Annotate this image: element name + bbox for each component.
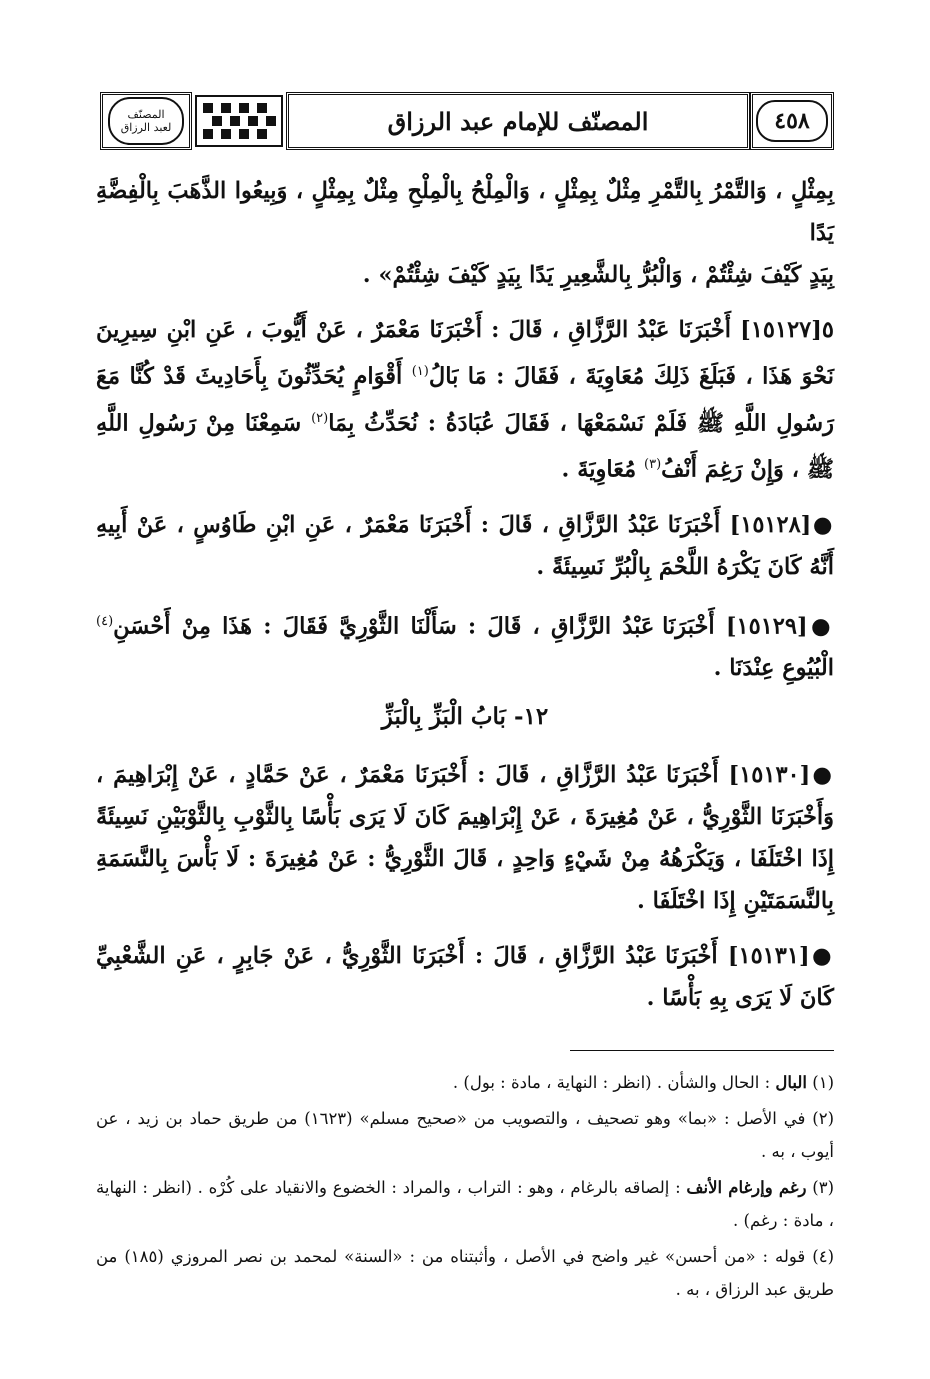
hadith-number: ٥[١٥١٢٧]: [740, 317, 835, 343]
text-line: وَإِنْ رَغِمَ أَنْفُ: [661, 456, 784, 483]
text-line: الثَّوْرِيُّ ، عَنْ مُغِيرَةَ ، عَنْ إِبْرَاهِيمَ كَانَ لَا يَرَى بَأْسًا بِالثَّوْبِ بِالثَّوْبَيْنِ نَسِيئَةً إِذَا: [96, 804, 834, 872]
footnote-text: قوله : «من أحسن» غير واضح في الأصل ، وأثبتناه من : «السنة» لمحمد بن نصر المروزي (١٨٥) من طريق عبد الرزاق ، به .: [96, 1247, 834, 1299]
hadith-number: ●[١٥١٢٨]: [729, 511, 835, 538]
seal-logo: [108, 97, 184, 145]
page-header: [100, 92, 834, 150]
text-line: الْبُيُوعِ: [782, 655, 834, 681]
text-line: بِهِ بَأْسًا .: [646, 985, 728, 1011]
footnote-term: البال: [775, 1073, 807, 1092]
hadith-number: ●[١٥١٢٩]: [725, 613, 835, 639]
text-line: أَخْبَرَنَا عَبْدُ الرَّزَّاقِ ، قَالَ : أَخْبَرَنَا الثَّوْرِيُّ ، عَنْ جَابِرٍ ، عَنِ الشَّعْبِيِّ كَانَ لَا يَرَى: [96, 943, 834, 1011]
hadith-15129: [96, 601, 834, 690]
footnote-number: (٤): [812, 1247, 834, 1266]
footnotes: [96, 1066, 834, 1309]
hadith-15128: [96, 504, 834, 588]
footnote-number: (١): [812, 1073, 834, 1092]
hadith-15127: [96, 309, 834, 491]
hadith-number: ●[١٥١٣٠]: [728, 762, 835, 788]
footnote-ref: (٣): [644, 457, 662, 472]
footnote-separator: [570, 1050, 834, 1051]
text-line: عِنْدَنَا .: [713, 655, 775, 681]
page-number: ٤٥٨: [756, 100, 828, 142]
text-line: هَذَا ، فَبَلَغَ ذَلِكَ مُعَاوِيَةَ ، فَقَالَ : مَا بَالُ: [428, 363, 793, 390]
footnote-number: (٢): [812, 1109, 835, 1128]
footnote-ref: (٤): [96, 613, 114, 629]
text-line: اخْتَلَفَا ، وَيَكْرَهُهُ مِنْ شَيْءٍ وَاحِدٍ ، قَالَ الثَّوْرِيُّ : عَنْ مُغِيرَةَ : لَا بَأْسَ بِالنَّسَمَةِ: [96, 846, 803, 872]
text-line: بِيَدٍ كَيْفَ شِئْتُمْ ، وَالْبُرُّ بِالشَّعِيرِ يَدًا بِيَدٍ كَيْفَ شِئْتُمْ» .: [362, 262, 834, 288]
text-line: أَخْبَرَنَا عَبْدُ الرَّزَّاقِ ، قَالَ : سَأَلْنَا الثَّوْرِيَّ فَقَالَ : هَذَا مِنْ أَحْسَنِ: [113, 613, 715, 639]
text-line: أَخْبَرَنَا عَبْدُ الرَّزَّاقِ ، قَالَ : أَخْبَرَنَا مَعْمَرٌ ، عَنِ ابْنِ طَاوُسٍ ، عَنْ أَبِيهِ أَنَّهُ كَانَ: [96, 511, 834, 580]
page-number-frame: [750, 92, 834, 150]
text-line: أَخْبَرَنَا عَبْدُ الرَّزَّاقِ ، قَالَ : أَخْبَرَنَا مَعْمَرٌ ، عَنْ أَيُّوبَ ، عَنِ ابْنِ سِيرِينَ نَحْوَ: [96, 317, 834, 390]
main-text: [96, 170, 834, 1032]
text-line: سَمِعْنَا مِنْ رَسُولِ اللَّهِ ﷺ ،: [96, 410, 834, 483]
seal-line-1: المصنّف: [127, 108, 165, 121]
footnote-1: [96, 1066, 834, 1099]
running-title-frame: [286, 92, 750, 150]
footnote-text: : الحال والشأن . (انظر : النهاية ، مادة : بول) .: [452, 1073, 771, 1092]
text-line: بِالنَّسَمَتَيْنِ إِذَا اخْتَلَفَا .: [636, 888, 834, 914]
footnote-2: [96, 1102, 834, 1168]
hadith-number: ●[١٥١٣١]: [727, 943, 834, 969]
footnote-ref: (١): [411, 364, 429, 379]
footnote-term: رغم وإرغام الأنف: [686, 1178, 807, 1197]
footnote-3: [96, 1171, 834, 1237]
text-line: أَقْوَامٍ يُحَدِّثُونَ بِأَحَادِيثَ قَدْ كُنَّا مَعَ: [96, 363, 403, 390]
text-line: يَكْرَهُ اللَّحْمَ بِالْبُرِّ نَسِيئَةً .: [536, 553, 760, 580]
seal-frame: [100, 92, 192, 150]
hadith-15130: [96, 754, 834, 922]
footnote-number: (٣): [812, 1178, 834, 1197]
paragraph-continuation: [96, 170, 834, 296]
footnote-ref: (٢): [311, 410, 329, 426]
text-line: مُعَاوِيَةَ .: [561, 456, 637, 483]
text-line: رَسُولِ اللَّهِ ﷺ فَلَمْ نَسْمَعْهَا ، فَقَالَ عُبَادَةُ : نُحَدِّثُ بِمَا: [328, 410, 834, 436]
footnote-text: في الأصل : «بما» وهو تصحيف ، والتصويب من «صحيح مسلم» (١٦٢٣) من طريق حماد بن زيد ، عن أيوب ، به .: [96, 1109, 834, 1161]
hadith-15131: [96, 935, 834, 1019]
footnote-4: [96, 1240, 834, 1306]
seal-line-2: لعبد الرزاق: [120, 121, 172, 134]
chapter-heading: ١٢- بَابُ الْبَزِّ بِالْبَزِّ: [381, 703, 549, 730]
ornament-left-icon: [195, 95, 283, 147]
text-line: أَخْبَرَنَا عَبْدُ الرَّزَّاقِ ، قَالَ : أَخْبَرَنَا مَعْمَرٌ ، عَنْ حَمَّادٍ ، عَنْ إِبْرَاهِيمَ ، وَأَخْبَرَنَا: [96, 762, 835, 830]
footnote-text: : إلصاقه بالرغام ، وهو : التراب ، والمراد : الخضوع والانقياد على كُرْه . (انظر : النهاية ، مادة : رغم) .: [96, 1178, 834, 1230]
running-title: المصنّف للإمام عبد الرزاق: [387, 106, 649, 136]
text-line: بِمِثْلٍ ، وَالتَّمْرُ بِالتَّمْرِ مِثْلٌ بِمِثْلٍ ، وَالْمِلْحُ بِالْمِلْحِ مِثْلٌ بِمِثْلٍ ، وَبِيعُوا الذَّهَبَ بِالْفِضَّةِ يَدًا: [96, 178, 834, 246]
